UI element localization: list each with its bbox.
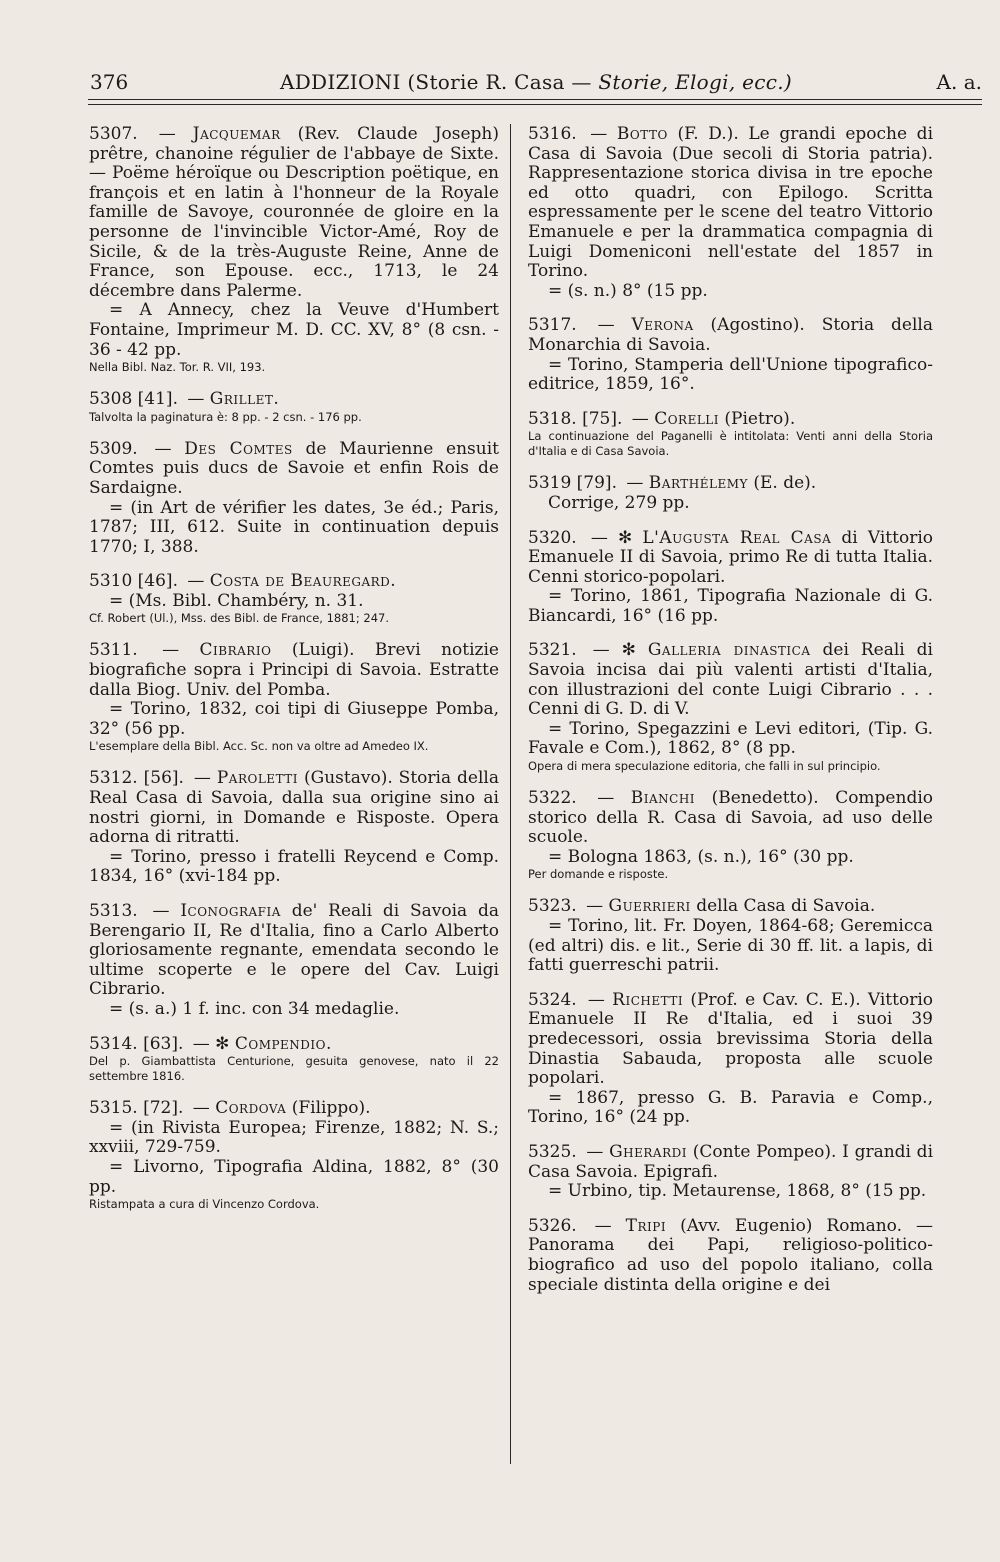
entry-note: Nella Bibl. Naz. Tor. R. VII, 193. [89, 360, 266, 375]
entry-number: 5310 [46]. [89, 571, 178, 592]
entry-author: Cordova [215, 1098, 287, 1119]
entry-heading [89, 572, 499, 592]
entry-number: 5319 [79]. [528, 473, 617, 494]
entry-imprint: Corrige, 279 pp. [548, 492, 690, 513]
entry-dash: — [187, 768, 217, 789]
entry-dash: — [620, 473, 649, 494]
entry-number: 5325. [528, 1141, 577, 1162]
entry-note: L'esemplare della Bibl. Acc. Sc. non va oltre ad Amedeo IX. [89, 739, 429, 754]
entry-author: Cibrario [199, 640, 272, 661]
entry-note: Talvolta la paginatura è: 8 pp. - 2 csn. - 176 pp. [89, 409, 362, 424]
entry-number: 5309. [89, 438, 138, 459]
entry-heading [528, 1217, 933, 1295]
entry-imprint-secondary: = Livorno, Tipografia Aldina, 1882, 8° (30 pp. [89, 1156, 499, 1197]
bibliography-entry [528, 125, 933, 301]
entry-number: 5321. [528, 640, 577, 661]
entry-number: 5317. [528, 315, 577, 336]
bibliography-entry [89, 390, 499, 425]
column-divider [510, 124, 511, 1464]
entry-imprint: = Torino, lit. Fr. Doyen, 1864-68; Geremicca (ed altri) dis. e lit., Serie di 30 ff. lit. a lapis, di fatti guerreschi patrii. [528, 916, 933, 976]
bibliography-entry [528, 991, 933, 1128]
entry-heading [528, 410, 933, 430]
bibliography-entry [528, 1143, 933, 1202]
bibliography-entry [89, 769, 499, 887]
entry-author: Compendio. [234, 1033, 332, 1054]
entry-heading [89, 440, 499, 499]
entry-author: Iconografia [180, 901, 281, 921]
entry-number: 5320. [528, 527, 577, 548]
entry-description: (F. D.). Le grandi epoche di Casa di Savoia (Due secoli di Storia patria). Rappresentazione storica divisa in tre epoche ed otto quadri, con Epilogo. Scritta espressamente per le scene del teatro Vittorio Emanuele e per la drammatica compagnia di Luigi Domeniconi nell'estate del 1857 in Torino. [528, 124, 933, 282]
bibliography-entry [89, 1099, 499, 1212]
entry-heading [528, 789, 933, 848]
running-header [90, 70, 982, 100]
left-column [89, 125, 499, 1227]
entry-note: La continuazione del Paganelli è intitolata: Venti anni della Storia d'Italia e di Casa Savoia. [528, 429, 933, 459]
entry-heading [89, 641, 499, 700]
entry-number: 5313. [89, 901, 138, 921]
bibliography-entry [528, 897, 933, 975]
header-rule-thin [88, 104, 982, 105]
entry-description: di Vittorio Emanuele II di Savoia, primo Re di tutta Italia. Cenni storico-popolari. [528, 527, 933, 587]
entry-author: Tripi [625, 1215, 667, 1236]
entry-heading [528, 316, 933, 355]
entry-author: Paroletti [216, 768, 299, 789]
bibliography-entry [89, 125, 499, 375]
bibliography-entry [528, 789, 933, 882]
entry-note: Ristampata a cura di Vincenzo Cordova. [89, 1197, 320, 1212]
entry-number: 5323. [528, 896, 577, 917]
bibliography-entry [528, 1217, 933, 1295]
entry-author: Des Comtes [184, 438, 293, 459]
page-number: 376 [90, 70, 129, 94]
entry-description: dei Reali di Savoia incisa dai più valenti artisti d'Italia, con illustrazioni del conte Luigi Cibrario . . . Cenni di G. D. di V. [528, 640, 933, 720]
entry-heading [89, 769, 499, 847]
entry-dash: — ✻ [580, 640, 648, 661]
entry-dash: — [187, 1098, 216, 1119]
entry-number: 5326. [528, 1215, 577, 1236]
bibliography-entry [528, 529, 933, 627]
entry-description: (Conte Pompeo). I grandi di Casa Savoia. Epigrafi. [528, 1141, 934, 1182]
entry-number: 5312. [56]. [89, 768, 184, 789]
entry-dash: — [141, 901, 181, 921]
entry-author: Verona [631, 315, 694, 336]
entry-imprint: = Urbino, tip. Metaurense, 1868, 8° (15 pp. [548, 1181, 927, 1202]
entry-imprint: = (s. a.) 1 f. inc. con 34 medaglie. [109, 998, 400, 1019]
entry-imprint: = A Annecy, chez la Veuve d'Humbert Fontaine, Imprimeur M. D. CC. XV, 8° (8 csn. - 36 - 42 pp. [89, 300, 499, 360]
entry-dash: — [141, 124, 193, 144]
entry-description: (Benedetto). Compendio storico della R. Casa di Savoia, ad uso delle scuole. [528, 788, 933, 848]
entry-dash: — [580, 896, 609, 917]
entry-number: 5316. [528, 124, 577, 144]
bibliography-entry [89, 641, 499, 754]
entry-author: Bianchi [630, 788, 696, 809]
entry-note: Cf. Robert (Ul.), Mss. des Bibl. de France, 1881; 247. [89, 611, 389, 626]
entry-dash: — [141, 438, 185, 459]
entry-description: (Luigi). Brevi notizie biografiche sopra i Principi di Savoia. Estratte dalla Biog. Univ. del Pomba. [89, 640, 499, 700]
entry-dash: — [580, 788, 631, 809]
entry-imprint: = Torino, Stamperia dell'Unione tipografico-editrice, 1859, 16°. [528, 354, 933, 395]
entry-dash: — [580, 1141, 610, 1162]
entry-description: (Avv. Eugenio) Romano. — Panorama dei Papi, religioso-politico-biografico ad uso del popolo italiano, colla speciale distinta della origine e dei [528, 1215, 933, 1295]
entry-author: Guerrieri [608, 896, 691, 917]
entry-note: Per domande e risposte. [528, 867, 669, 882]
running-title-main: ADDIZIONI (Storie R. Casa — [279, 70, 592, 94]
entry-imprint: = (in Art de vérifier les dates, 3e éd.; Paris, 1787; III, 612. Suite in continuation depuis 1770; I, 388. [89, 497, 499, 557]
entry-heading [528, 991, 933, 1089]
entry-dash: — [181, 571, 210, 592]
entry-imprint: = (s. n.) 8° (15 pp. [548, 280, 708, 301]
entry-description: de Maurienne ensuit Comtes puis ducs de Savoie et enfin Rois de Sardaigne. [89, 438, 499, 498]
entry-number: 5315. [72]. [89, 1098, 184, 1119]
entry-imprint: = Torino, Spegazzini e Levi editori, (Tip. G. Favale e Com.), 1862, 8° (8 pp. [528, 718, 933, 759]
entry-dash: — [580, 315, 632, 336]
entry-description: de' Reali di Savoia da Berengario II, Re d'Italia, fino a Carlo Alberto gloriosamente regnante, emendata secondo le ultime scoperte e le opere del Cav. Luigi Cibrario. [89, 901, 499, 1000]
header-rule-thick [88, 99, 982, 100]
entry-dash: — ✻ [580, 527, 643, 548]
entry-imprint: = (Ms. Bibl. Chambéry, n. 31. [109, 590, 364, 611]
entry-dash: — [580, 124, 617, 144]
entry-note: Opera di mera speculazione editoria, che falli in sul principio. [528, 759, 881, 774]
entry-heading [528, 474, 933, 494]
entry-description: (Agostino). Storia della Monarchia di Savoia. [528, 315, 933, 355]
entry-dash: — [580, 1215, 626, 1236]
entry-imprint: = Torino, presso i fratelli Reycend e Comp. 1834, 16° (xvi-184 pp. [89, 846, 499, 887]
bibliography-entry [528, 474, 933, 513]
bibliography-entry [528, 316, 933, 394]
entry-number: 5311. [89, 640, 138, 661]
entry-dash: — [580, 989, 613, 1010]
entry-note: Del p. Giambattista Centurione, gesuita genovese, nato il 22 settembre 1816. [89, 1054, 499, 1084]
entry-imprint: = Torino, 1832, coi tipi di Giuseppe Pomba, 32° (56 pp. [89, 699, 499, 739]
bibliography-entry [89, 902, 499, 1020]
entry-description: (Rev. Claude Joseph) prêtre, chanoine régulier de l'abbaye de Sixte. — Poëme héroïque ou Description poëtique, en françois et en latin à l'honneur de la Royale famille de Savoye, couronnée de gloire en la personne de l'invincible Victor-Amé, Roy de Sicile, & de la très-Auguste Reine, Anne de France, son Epouse. ecc., 1713, le 24 décembre dans Palerme. [89, 124, 499, 301]
entry-description: (Pietro). [719, 408, 796, 429]
entry-number: 5322. [528, 788, 577, 809]
entry-imprint: = (in Rivista Europea; Firenze, 1882; N. S.; xxviii, 729-759. [89, 1117, 499, 1158]
entry-number: 5318. [75]. [528, 408, 623, 429]
entry-author: Gherardi [609, 1141, 687, 1162]
entry-heading [528, 641, 933, 719]
entry-dash: — ✻ [187, 1033, 235, 1054]
bibliography-entry [89, 1035, 499, 1085]
right-column [528, 125, 933, 1310]
entry-number: 5307. [89, 124, 138, 144]
entry-author: Richetti [612, 989, 684, 1010]
entry-author: Corelli [654, 408, 720, 429]
entry-dash: — [141, 640, 200, 661]
entry-heading [89, 125, 499, 301]
entry-description: della Casa di Savoia. [690, 896, 876, 917]
entry-author: Costa de Beauregard. [209, 571, 397, 592]
bibliography-entry [528, 641, 933, 774]
entry-author: Galleria dinastica [647, 640, 811, 661]
entry-heading [89, 1035, 499, 1055]
entry-author: Grillet. [209, 389, 280, 410]
entry-heading [89, 1099, 499, 1119]
entry-description: (Filippo). [286, 1098, 371, 1119]
bibliography-entry [528, 410, 933, 460]
entry-description: (Gustavo). Storia della Real Casa di Savoia, dalla sua origine sino ai nostri giorni, in Domande e Risposte. Opera adorna di ritratti. [89, 768, 500, 848]
entry-author: Jacquemar [192, 124, 281, 144]
entry-heading [89, 390, 499, 410]
entry-author: L'Augusta Real Casa [642, 527, 832, 548]
entry-imprint: = Torino, 1861, Tipografia Nazionale di G. Biancardi, 16° (16 pp. [528, 586, 933, 626]
running-title-italic: Storie, Elogi, ecc.) [598, 70, 793, 94]
entry-heading [528, 1143, 933, 1182]
bibliography-entry [89, 572, 499, 626]
entry-heading [528, 125, 933, 282]
entry-author: Botto [616, 124, 668, 144]
running-title [160, 70, 912, 94]
entry-heading [89, 902, 499, 1000]
entry-number: 5314. [63]. [89, 1033, 184, 1054]
entry-imprint: = 1867, presso G. B. Paravia e Comp., Torino, 16° (24 pp. [528, 1087, 933, 1128]
entry-number: 5308 [41]. [89, 389, 178, 410]
bibliography-entry [89, 440, 499, 558]
section-mark: A. a. [936, 70, 982, 94]
entry-author: Barthélemy [648, 473, 748, 494]
entry-description: (Prof. e Cav. C. E.). Vittorio Emanuele II Re d'Italia, ed i suoi 39 predecessori, ossia brevissima Storia della Dinastia Sabauda, proposta alle scuole popolari. [528, 989, 933, 1089]
entry-dash: — [626, 408, 655, 429]
entry-dash: — [181, 389, 210, 410]
entry-imprint: = Bologna 1863, (s. n.), 16° (30 pp. [548, 846, 854, 867]
entry-heading [528, 529, 933, 588]
entry-description: (E. de). [747, 473, 817, 494]
entry-heading [528, 897, 933, 917]
entry-number: 5324. [528, 989, 577, 1010]
